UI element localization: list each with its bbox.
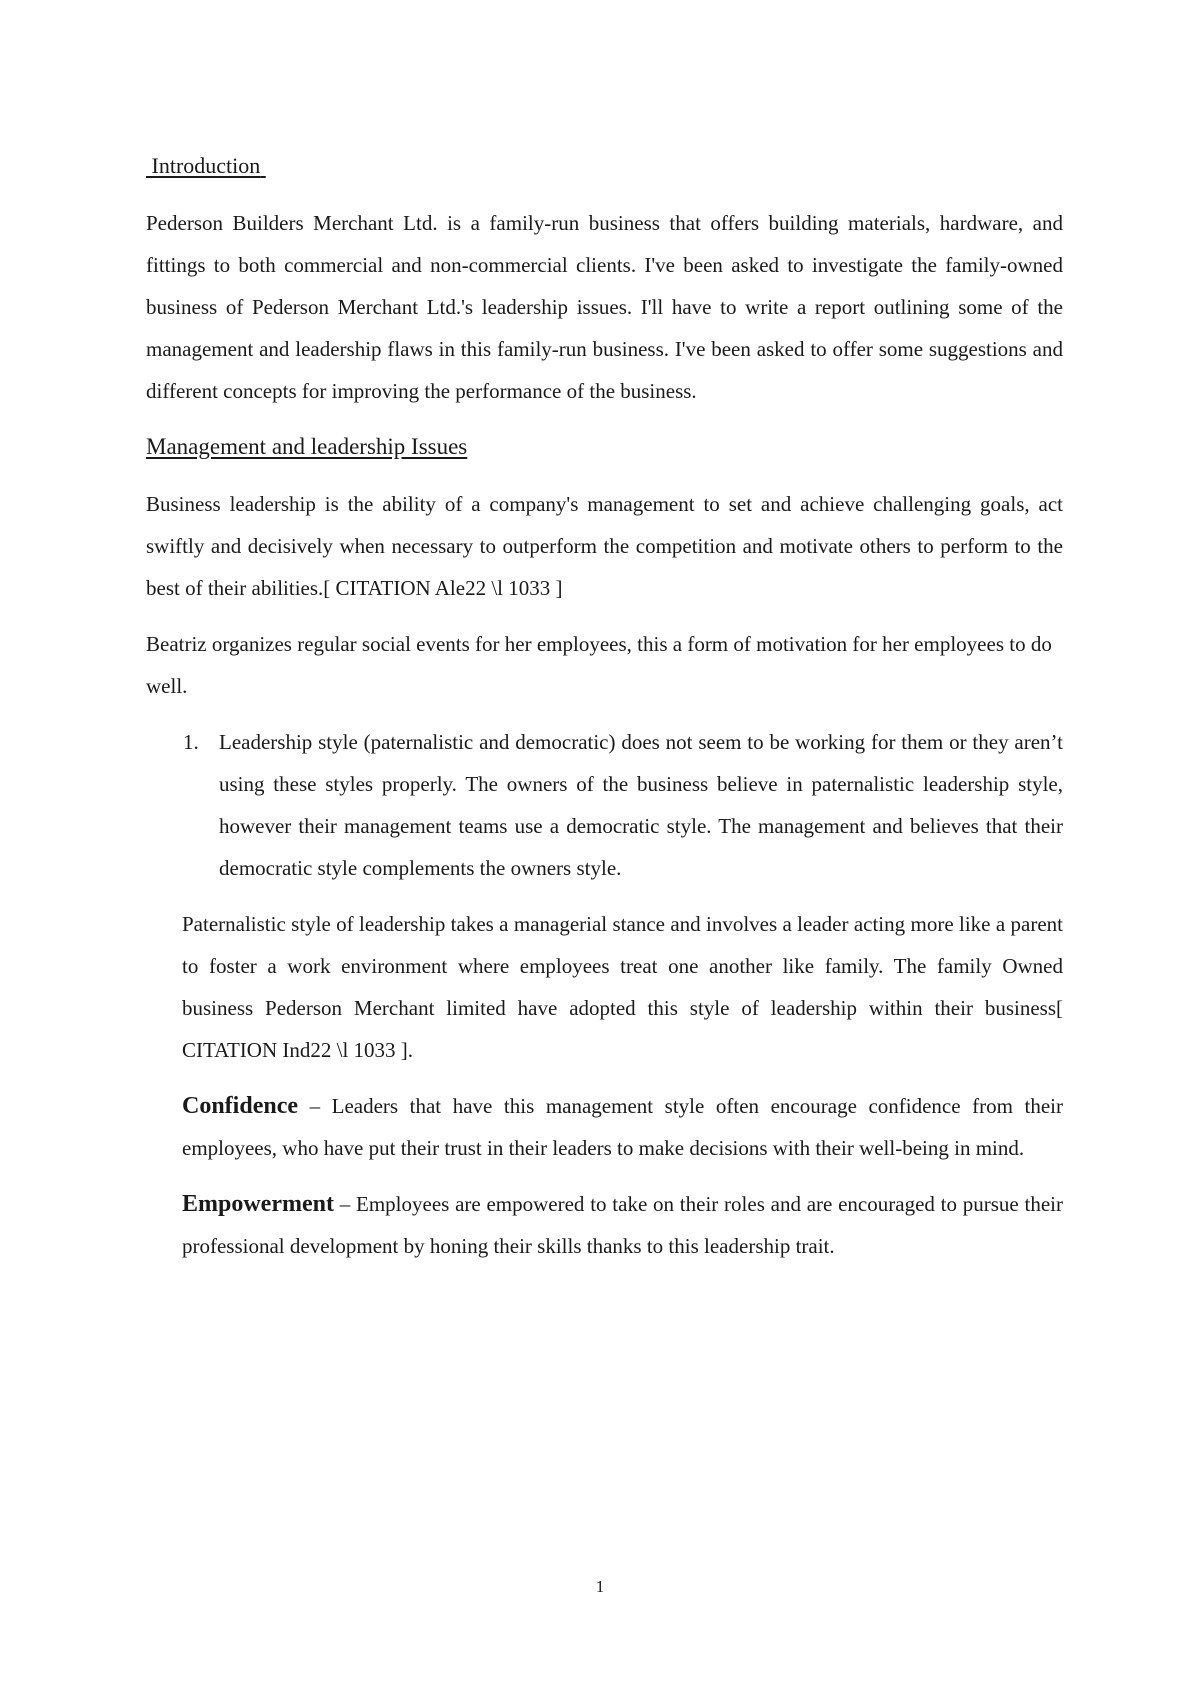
list-item-text: Leadership style (paternalistic and democratic) does not seem to be working for them or they aren’t using these styles properly. The owners of the business believe in paternalistic leadership style, however their management teams use a democratic style. The management and believes that their democratic style complements the owners style. <box>219 730 1063 880</box>
document-body <box>146 145 1063 1281</box>
list-item <box>146 721 1063 889</box>
beatriz-paragraph: Beatriz organizes regular social events for her employees, this a form of motivation for her employees to do well. <box>146 632 1052 698</box>
introduction-heading <box>146 145 1063 187</box>
indented-section <box>182 903 1063 1267</box>
list-item-number: 1. <box>183 730 199 754</box>
confidence-text: – Leaders that have this management style often encourage confidence from their employees, who have put their trust in their leaders to make decisions with their well-being in mind. <box>182 1094 1063 1160</box>
management-leadership-heading: Management and leadership Issues <box>146 434 468 459</box>
introduction-heading-text: Introduction <box>151 153 261 178</box>
empowerment-text: – Employees are empowered to take on their roles and are encouraged to pursue their professional development by honing their skills thanks to this leadership trait. <box>182 1192 1063 1258</box>
confidence-term: Confidence <box>182 1093 298 1119</box>
issues-list <box>146 721 1063 889</box>
introduction-paragraph: Pederson Builders Merchant Ltd. is a family-run business that offers building materials, hardware, and fittings to both commercial and non-commercial clients. I've been asked to investigate the family-owned business of Pederson Merchant Ltd.'s leadership issues. I'll have to write a report outlining some of the management and leadership flaws in this family-run business. I've been asked to offer some suggestions and different concepts for improving the performance of the business. <box>146 211 1063 403</box>
business-leadership-paragraph: Business leadership is the ability of a company's management to set and achieve challenging goals, act swiftly and decisively when necessary to outperform the competition and motivate others to perform to the best of their abilities.[ CITATION Ale22 \l 1033 ] <box>146 492 1063 600</box>
page-number: 1 <box>595 1577 605 1596</box>
paternalistic-paragraph: Paternalistic style of leadership takes a managerial stance and involves a leader acting more like a parent to foster a work environment where employees treat one another like family. The family Owned business Pederson Merchant limited have adopted this style of leadership within their business[ CITATION Ind22 \l 1033 ]. <box>182 912 1063 1062</box>
empowerment-term: Empowerment <box>182 1191 334 1217</box>
confidence-paragraph <box>182 1085 1063 1169</box>
empowerment-paragraph <box>182 1183 1063 1267</box>
